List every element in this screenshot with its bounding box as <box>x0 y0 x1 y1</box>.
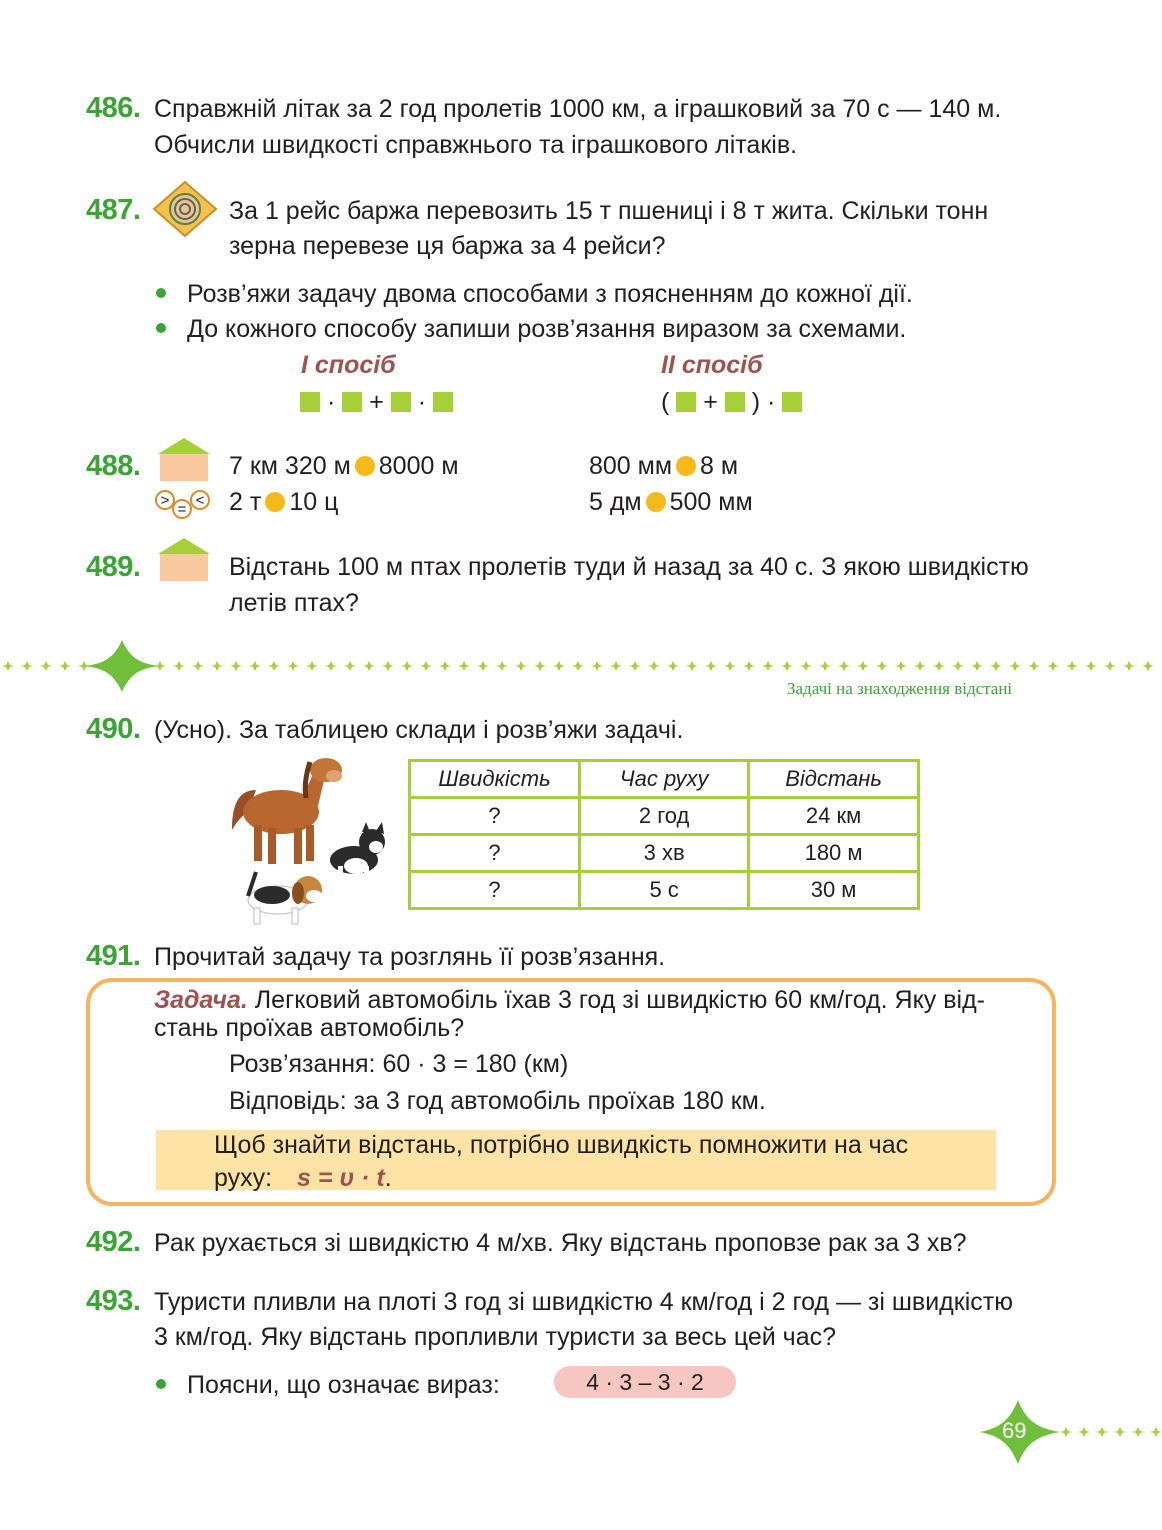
star-decoration <box>496 661 508 671</box>
task-line2: стань проїхав автомобіль? <box>154 1014 465 1042</box>
table-cell: 24 км <box>749 798 919 835</box>
table-cell: 2 год <box>580 798 749 835</box>
star-decoration <box>1123 661 1135 671</box>
star-decoration <box>914 661 926 671</box>
star-decoration <box>895 661 907 671</box>
table-header-row <box>410 761 919 798</box>
star-decoration <box>1028 661 1040 671</box>
star-decoration <box>1150 1427 1162 1437</box>
exercise-number-491: 491. <box>86 940 141 972</box>
comparison-item <box>589 452 738 481</box>
bullet-icon <box>156 1379 166 1389</box>
star-decoration <box>781 661 793 671</box>
star-decoration <box>268 661 280 671</box>
star-decoration <box>572 661 584 671</box>
star-decoration <box>534 661 546 671</box>
exercise-number-490: 490. <box>86 713 141 745</box>
bullet-icon <box>156 323 166 333</box>
star-decoration <box>21 661 33 671</box>
star-decoration <box>306 661 318 671</box>
star-decoration <box>420 661 432 671</box>
star-decoration <box>1060 1427 1072 1437</box>
comparison-item <box>229 488 338 517</box>
star-decoration <box>477 661 489 671</box>
star-decoration <box>743 661 755 671</box>
exercise-number-489: 489. <box>86 551 141 583</box>
exercise-486-text-line1: Справжній літак за 2 год пролетів 1000 км, а іграшковий за 70 с — 140 м. <box>154 95 1002 123</box>
comparison-left: 7 км 320 м <box>229 452 351 480</box>
formula-period: . <box>384 1164 392 1192</box>
star-decoration <box>439 661 451 671</box>
star-decoration <box>1009 661 1021 671</box>
exercise-number-492: 492. <box>86 1226 141 1258</box>
svg-text:=: = <box>177 501 187 518</box>
blank-circle <box>676 456 696 476</box>
exercise-491-text: Прочитай задачу та розглянь її розв’язання. <box>154 943 666 971</box>
star-decoration <box>382 661 394 671</box>
kitten-image <box>330 822 385 880</box>
rule-line1: Щоб знайти відстань, потрібно швидкість помножити на час <box>214 1131 909 1159</box>
solution-line: Розв’язання: 60 · 3 = 180 (км) <box>229 1050 569 1078</box>
star-decoration <box>686 661 698 671</box>
schema-operator: + <box>703 388 718 416</box>
task-label: Задача. <box>154 986 248 1014</box>
table-cell: 5 с <box>580 872 749 909</box>
exercise-492-text: Рак рухається зі швидкістю 4 м/хв. Яку відстань проповзе рак за 3 хв? <box>154 1229 967 1257</box>
star-decoration <box>952 661 964 671</box>
puppy-image <box>248 872 322 924</box>
star-decoration <box>325 661 337 671</box>
exercise-number-493: 493. <box>86 1285 141 1317</box>
star-decoration <box>667 661 679 671</box>
star-decoration <box>515 661 527 671</box>
exercise-489-text-line1: Відстань 100 м птах пролетів туди й назад за 40 с. З якою швидкістю <box>229 553 1029 581</box>
table-header-cell: Відстань <box>749 761 919 798</box>
exercise-490-text: (Усно). За таблицею склади і розв’яжи задачі. <box>154 716 684 744</box>
blank-square <box>676 392 696 412</box>
star-decoration <box>1096 1427 1108 1437</box>
maze-icon <box>152 180 218 238</box>
answer-line: Відповідь: за 3 год автомобіль проїхав 180 км. <box>229 1087 766 1115</box>
exercise-number-487: 487. <box>86 194 141 226</box>
star-decoration <box>705 661 717 671</box>
star-decoration <box>610 661 622 671</box>
blank-square <box>725 392 745 412</box>
exercise-493-text-line2: 3 км/год. Яку відстань пропливли туристи за весь цей час? <box>154 1323 837 1351</box>
star-decoration <box>458 661 470 671</box>
compare-signs-icon <box>154 488 214 522</box>
exercise-486-text-line2: Обчисли швидкості справжнього та іграшкового літаків. <box>154 131 798 159</box>
section-title: Задачі на знаходження відстані <box>787 679 1013 698</box>
table-cell: 180 м <box>749 835 919 872</box>
table-row <box>410 872 919 909</box>
horse-image <box>232 758 342 864</box>
exercise-number-488: 488. <box>86 450 141 482</box>
star-decoration <box>211 661 223 671</box>
home-task-icon <box>156 536 212 582</box>
star-decoration <box>1078 1427 1090 1437</box>
exercise-487-text-line1: За 1 рейс баржа перевозить 15 т пшениці і 8 т жита. Скільки тонн <box>229 197 989 225</box>
star-decoration <box>1066 661 1078 671</box>
blank-square <box>433 392 453 412</box>
exercise-489-text-line2: летів птах? <box>229 589 359 617</box>
table-cell: ? <box>410 835 580 872</box>
comparison-item <box>589 488 753 517</box>
method-1-schema <box>300 388 453 417</box>
task-line1 <box>154 986 985 1015</box>
star-decoration <box>971 661 983 671</box>
star-decoration <box>1104 661 1116 671</box>
comparison-left: 800 мм <box>589 452 673 480</box>
expression-badge: 4 · 3 – 3 · 2 <box>554 1366 736 1398</box>
star-decoration <box>344 661 356 671</box>
star-decoration <box>933 661 945 671</box>
rule-text: руху: <box>214 1164 273 1192</box>
star-decoration <box>553 661 565 671</box>
bullet-icon <box>156 288 166 298</box>
table-cell: ? <box>410 872 580 909</box>
comparison-right: 8000 м <box>378 452 459 480</box>
exercise-487-text-line2: зерна перевезе ця баржа за 4 рейси? <box>229 232 666 260</box>
star-decoration <box>800 661 812 671</box>
star-decoration <box>2 661 14 671</box>
table-row <box>410 798 919 835</box>
svg-text:<: < <box>195 492 205 509</box>
page-number: 69 <box>1002 1418 1027 1443</box>
comparison-right: 8 м <box>700 452 739 480</box>
schema-operator: · <box>326 388 336 416</box>
home-task-icon <box>156 436 212 482</box>
schema-paren: ( <box>661 388 670 416</box>
star-decoration <box>857 661 869 671</box>
star-decoration <box>648 661 660 671</box>
blank-circle <box>355 456 375 476</box>
method-2-schema <box>661 388 802 417</box>
schema-paren: ) <box>751 388 761 416</box>
blank-square <box>391 392 411 412</box>
svg-text:>: > <box>160 492 170 509</box>
table-cell: ? <box>410 798 580 835</box>
comparison-right: 500 мм <box>669 488 753 516</box>
schema-operator: · <box>417 388 427 416</box>
table-cell: 30 м <box>749 872 919 909</box>
star-decoration <box>173 661 185 671</box>
star-decoration <box>1132 1427 1144 1437</box>
blank-square <box>342 392 362 412</box>
star-decoration <box>1085 661 1097 671</box>
table-cell: 3 хв <box>580 835 749 872</box>
star-decoration <box>401 661 413 671</box>
star-decoration <box>287 661 299 671</box>
star-decoration <box>629 661 641 671</box>
exercise-493-text-line1: Туристи пливли на плоті 3 год зі швидкістю 4 км/год і 2 год — зі швидкістю <box>154 1288 1013 1316</box>
star-decoration <box>59 661 71 671</box>
exercise-493-bullet: Поясни, що означає вираз: <box>187 1371 500 1399</box>
method-1-label: I спосіб <box>301 351 396 379</box>
comparison-left: 2 т <box>229 488 262 516</box>
table-row <box>410 835 919 872</box>
star-decoration <box>192 661 204 671</box>
exercise-number-486: 486. <box>86 92 141 124</box>
star-decoration <box>876 661 888 671</box>
blank-square <box>782 392 802 412</box>
distance-formula: s = υ · t <box>297 1164 385 1192</box>
comparison-item <box>229 452 459 481</box>
exercise-487-bullet2: До кожного способу запиши розв’язання виразом за схемами. <box>187 315 907 343</box>
star-decoration <box>838 661 850 671</box>
blank-square <box>300 392 320 412</box>
star-decoration <box>724 661 736 671</box>
task-text: Легковий автомобіль їхав 3 год зі швидкістю 60 км/год. Яку від- <box>254 986 985 1014</box>
star-decoration <box>249 661 261 671</box>
star-decoration <box>230 661 242 671</box>
star-decoration <box>591 661 603 671</box>
data-table <box>408 759 920 910</box>
star-decoration <box>819 661 831 671</box>
star-decoration <box>363 661 375 671</box>
blank-circle <box>265 492 285 512</box>
table-header-cell: Швидкість <box>410 761 580 798</box>
table-header-cell: Час руху <box>580 761 749 798</box>
star-decoration <box>1142 661 1154 671</box>
star-decoration <box>40 661 52 671</box>
star-decoration <box>762 661 774 671</box>
blank-circle <box>646 492 666 512</box>
star-decoration <box>1114 1427 1126 1437</box>
animals-illustration <box>226 750 394 930</box>
rule-line2 <box>214 1164 392 1193</box>
method-2-label: II спосіб <box>661 351 763 379</box>
star-decoration <box>990 661 1002 671</box>
comparison-right: 10 ц <box>289 488 339 516</box>
schema-operator: · <box>767 388 776 416</box>
comparison-left: 5 дм <box>589 488 642 516</box>
schema-operator: + <box>369 388 384 416</box>
exercise-487-bullet1: Розв’яжи задачу двома способами з поясненням до кожної дії. <box>187 280 913 308</box>
star-decoration <box>1047 661 1059 671</box>
